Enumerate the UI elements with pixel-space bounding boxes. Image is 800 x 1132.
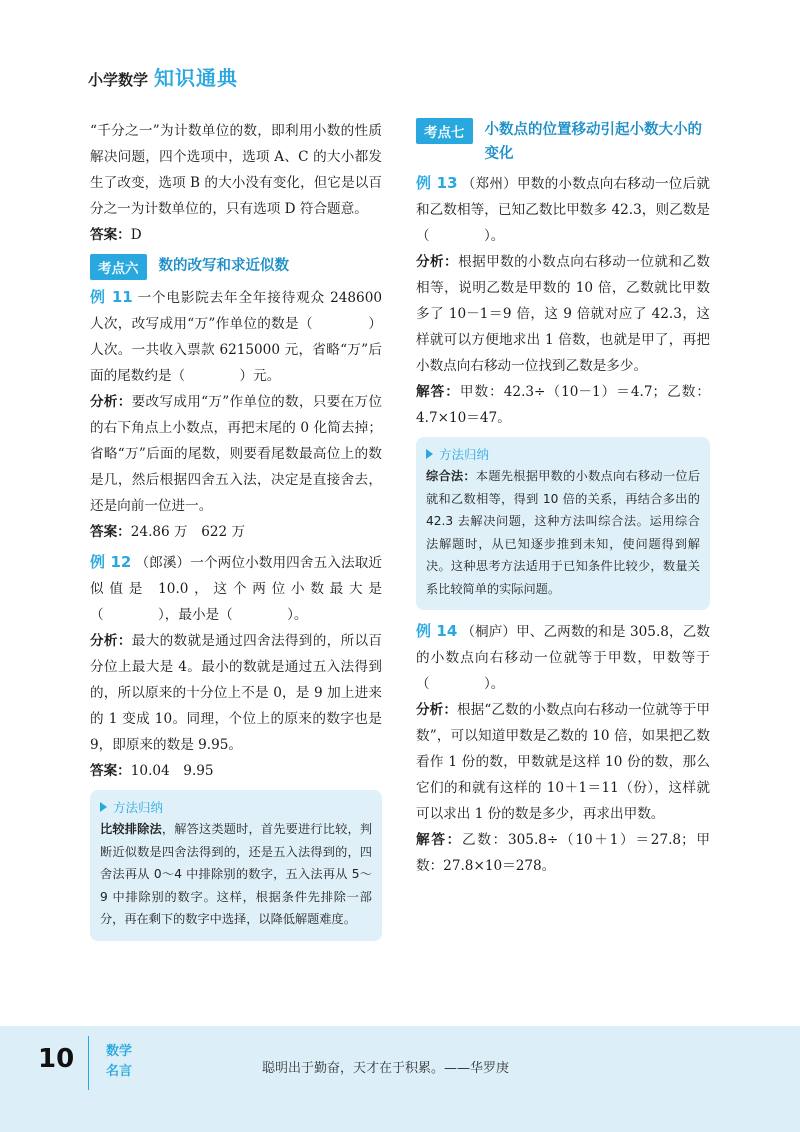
- method-text: 本题先根据甲数的小数点向右移动一位后就和乙数相等，得到 10 倍的关系，再结合多出的 42.3 去解决问题，这种方法叫综合法。运用综合法解题时，从已知逐步推到未知，使问题得到解决。这种思考方法适用于已知条件比较少，数量关系比较简单的实际问题。: [426, 469, 701, 596]
- kp-title: 数的改写和求近似数: [158, 258, 289, 274]
- analysis-label: 分析：: [416, 254, 459, 270]
- example-12-answer: [90, 758, 382, 784]
- answer-value: 24.86 万 622 万: [130, 524, 246, 540]
- example-14: [416, 618, 710, 697]
- analysis-label: 分析：: [90, 633, 132, 649]
- intro-answer: [90, 222, 382, 248]
- math-quote: 聪明出于勤奋，天才在于积累。——华罗庚: [262, 1061, 510, 1076]
- kp-title: 小数点的位置移动引起小数大小的变化: [484, 122, 702, 162]
- knowledge-point-7: [416, 118, 710, 166]
- answer-value: D: [130, 227, 142, 243]
- method-text: ，解答这类题时，首先要进行比较，判断近似数是四舍法得到的，还是五入法得到的，四舍法再从 0～4 中排除别的数字，五入法再从 5～9 中排除别的数字。这样，根据条件先排除一部分，再在剩下的数字中选择，以降低解题难度。: [100, 822, 373, 926]
- right-column: [416, 118, 710, 879]
- example-text: 一个电影院去年全年接待观众 248600 人次，改写成用“万”作单位的数是（ ）人次。一共收入票款 6215000 元，省略“万”后面的尾数约是（ ）元。: [90, 290, 382, 384]
- example-11: [90, 284, 382, 389]
- answer-label: 答案：: [90, 227, 131, 243]
- solution-label: 解答：: [416, 384, 460, 400]
- method-body: [100, 818, 372, 931]
- example-number: 例 12: [90, 553, 132, 571]
- method-heading: [426, 445, 700, 463]
- page-header: [88, 62, 238, 92]
- method-title: 方法归纳: [439, 447, 490, 462]
- footer-divider: [88, 1036, 89, 1090]
- example-number: 例 14: [416, 622, 458, 640]
- analysis-text: 最大的数就是通过四舍法得到的，所以百分位上最大是 4。最小的数就是通过五入法得到的，所以原来的十分位上不是 0，是 9 加上进来的 1 变成 10。同理，个位上的原来的数字也是 9，即原来的数是 9.95。: [90, 633, 383, 753]
- example-13: [416, 170, 710, 249]
- example-12: [90, 549, 382, 628]
- kp-tag: 考点六: [90, 254, 147, 280]
- kp-tag: 考点七: [416, 118, 473, 144]
- example-11-answer: [90, 519, 382, 545]
- label-line-1: 数学: [105, 1044, 132, 1059]
- book-title: 知识通典: [154, 66, 239, 90]
- answer-label: 答案：: [90, 524, 131, 540]
- analysis-label: 分析：: [416, 702, 458, 718]
- example-13-solution: [416, 379, 710, 431]
- method-name: 比较排除法: [100, 822, 162, 836]
- analysis-text: 根据甲数的小数点向右移动一位就和乙数相等，说明乙数是甲数的 10 倍，乙数就比甲数多了 10－1＝9 倍，这 9 倍就对应了 42.3，这样就可以方便地求出 1 倍数，也就是甲了，再把小数点向右移动一位找到乙数是多少。: [416, 254, 711, 374]
- example-number: 例 11: [90, 288, 133, 306]
- book-series-title: 小学数学: [88, 71, 149, 89]
- example-12-analysis: [90, 628, 382, 758]
- triangle-bullet-icon: [426, 449, 433, 459]
- method-body: [426, 465, 700, 600]
- example-text: （桐庐）甲、乙两数的和是 305.8，乙数的小数点向右移动一位就等于甲数，甲数等于（ ）。: [416, 624, 710, 692]
- triangle-bullet-icon: [100, 802, 107, 812]
- example-number: 例 13: [416, 174, 458, 192]
- analysis-text: 要改写成用“万”作单位的数，只要在万位的右下角点上小数点，再把末尾的 0 化简去掉；省略“万”后面的尾数，则要看尾数最高位上的数是几，然后根据四舍五入法，决定是直接舍去，还是向前一位进一。: [90, 394, 382, 514]
- solution-text: 乙数：305.8÷（10＋1）＝27.8；甲数：27.8×10＝278。: [416, 832, 710, 874]
- method-title: 方法归纳: [113, 800, 164, 815]
- knowledge-point-6: [90, 254, 382, 280]
- intro-paragraph: “千分之一”为计数单位的数，即利用小数的性质解决问题，四个选项中，选项 A、C 的大小都发生了改变，选项 B 的大小没有变化，但它是以百分之一为计数单位的，只有选项 D 符合题意。: [90, 123, 382, 217]
- method-summary-box: [416, 437, 710, 610]
- solution-label: 解答：: [416, 832, 462, 848]
- example-text: （郑州）甲数的小数点向右移动一位后就和乙数相等，已知乙数比甲数多 42.3，则乙数是（ ）。: [416, 176, 711, 244]
- answer-label: 答案：: [90, 763, 131, 779]
- analysis-label: 分析：: [90, 394, 132, 410]
- example-14-analysis: [416, 697, 710, 827]
- example-text: （郎溪）一个两位小数用四舍五入法取近似值是 10.0，这个两位小数最大是（ ），最小是（ ）。: [90, 555, 382, 623]
- left-column: [90, 118, 382, 947]
- method-heading: [100, 798, 372, 816]
- label-line-2: 名言: [105, 1064, 132, 1079]
- method-summary-box: [90, 790, 382, 941]
- analysis-text: 根据“乙数的小数点向右移动一位就等于甲数”，可以知道甲数是乙数的 10 倍，如果把乙数看作 1 份的数，甲数就是这样 10 份的数，那么它们的和就有这样的 10＋1＝11（份），这样就可以求出 1 份的数是多少，再求出甲数。: [416, 702, 711, 822]
- page-number: 10: [38, 1044, 75, 1074]
- math-quote-label: [104, 1042, 134, 1082]
- example-11-analysis: [90, 389, 382, 519]
- solution-text: 甲数：42.3÷（10－1）＝4.7；乙数：4.7×10＝47。: [416, 384, 710, 426]
- example-13-analysis: [416, 249, 710, 379]
- answer-value: 10.04 9.95: [130, 763, 214, 779]
- method-name: 综合法：: [426, 469, 476, 483]
- example-14-solution: [416, 827, 710, 879]
